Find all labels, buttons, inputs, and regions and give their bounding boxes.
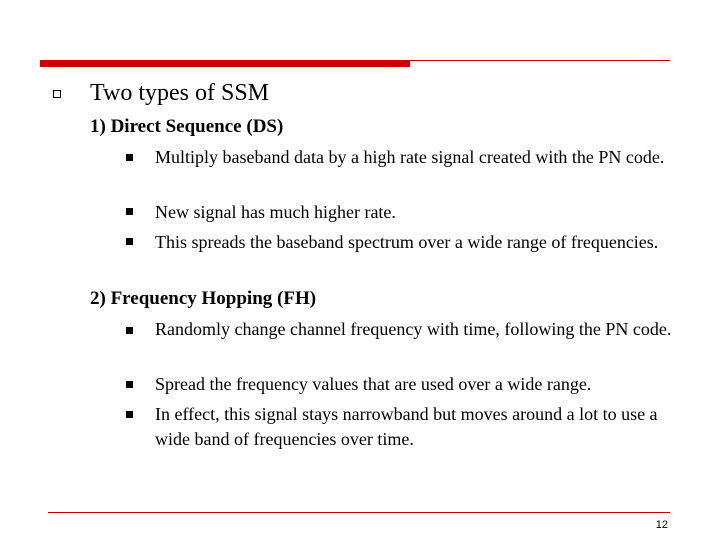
list-item: In effect, this signal stays narrowband but moves around a lot to use a wide band of frequencies over time. <box>155 404 658 449</box>
list-item: New signal has much higher rate. <box>155 202 396 222</box>
square-bullet-icon <box>126 208 133 215</box>
list-item: Multiply baseband data by a high rate signal created with the PN code. <box>155 147 665 167</box>
slide-heading: Two types of SSM <box>90 80 270 106</box>
top-accent-bar <box>40 60 410 67</box>
list-item: Randomly change channel frequency with time, following the PN code. <box>155 319 672 339</box>
list-item: Spread the frequency values that are used over a wide range. <box>155 374 592 394</box>
hollow-square-bullet-icon <box>53 90 61 98</box>
bottom-rule <box>48 512 670 513</box>
page-number: 12 <box>655 519 668 531</box>
square-bullet-icon <box>126 154 133 161</box>
square-bullet-icon <box>126 327 133 334</box>
section-title-frequency-hopping: 2) Frequency Hopping (FH) <box>90 288 317 309</box>
square-bullet-icon <box>126 411 133 418</box>
section-title-direct-sequence: 1) Direct Sequence (DS) <box>90 116 284 137</box>
list-item: This spreads the baseband spectrum over a wide range of frequencies. <box>155 232 659 252</box>
square-bullet-icon <box>126 381 133 388</box>
square-bullet-icon <box>126 238 133 245</box>
